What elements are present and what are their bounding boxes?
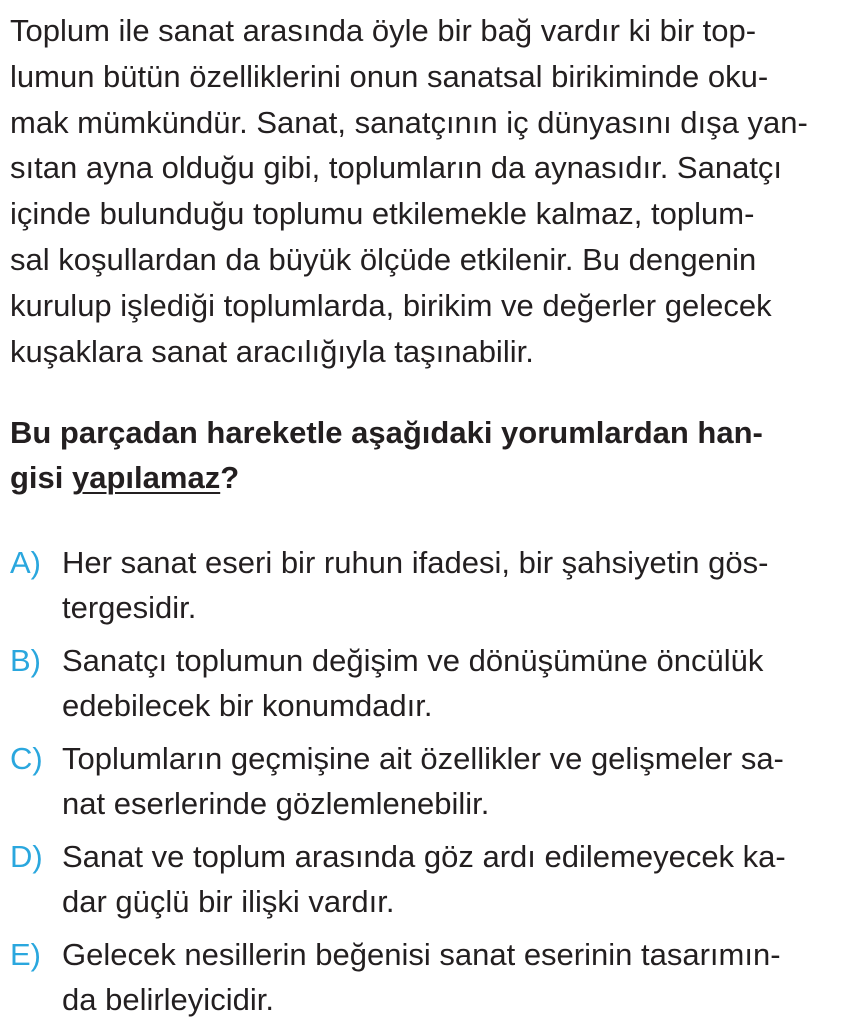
question-page <box>10 8 855 1030</box>
option-text: nat eserlerinde gözlemlenebilir. <box>62 786 490 822</box>
option-text: Her sanat eseri bir ruhun ifadesi, bir şahsiyetin gös- <box>62 545 769 581</box>
answer-options <box>10 540 855 1022</box>
question-line: Bu parçadan hareketle aşağıdaki yorumlardan han- <box>10 415 763 451</box>
question-stem <box>10 410 855 500</box>
option-text: Gelecek nesillerin beğenisi sanat eserinin tasarımın- <box>62 937 781 973</box>
option-text: edebilecek bir konumdadır. <box>62 688 433 724</box>
option-text: Toplumların geçmişine ait özellikler ve gelişmeler sa- <box>62 741 784 777</box>
question-line <box>10 455 855 500</box>
option-c[interactable] <box>10 736 855 826</box>
option-d[interactable] <box>10 834 855 924</box>
question-mark: ? <box>220 460 240 496</box>
option-text: tergesidir. <box>62 590 197 626</box>
passage-line: kuşaklara sanat aracılığıyla taşınabilir. <box>10 333 534 369</box>
option-text: Sanat ve toplum arasında göz ardı edilemeyecek ka- <box>62 839 786 875</box>
passage-line: içinde bulunduğu toplumu etkilemekle kalmaz, toplum- <box>10 196 755 232</box>
passage-line: Toplum ile sanat arasında öyle bir bağ vardır ki bir top- <box>10 13 757 48</box>
question-text: gisi <box>10 460 73 496</box>
question-emphasis: yapılamaz <box>72 460 221 496</box>
passage-line: sal koşullardan da büyük ölçüde etkilenir. Bu dengenin <box>10 241 757 277</box>
option-e[interactable] <box>10 932 855 1022</box>
option-letter: E) <box>10 937 41 973</box>
passage-line: lumun bütün özelliklerini onun sanatsal birikiminde oku- <box>10 58 769 94</box>
option-text: dar güçlü bir ilişki vardır. <box>62 884 395 920</box>
passage-line: kurulup işlediği toplumlarda, birikim ve değerler gelecek <box>10 287 772 323</box>
option-letter: A) <box>10 545 41 581</box>
option-a[interactable] <box>10 540 855 630</box>
passage-line: sıtan ayna olduğu gibi, toplumların da aynasıdır. Sanatçı <box>10 150 783 186</box>
passage-line: mak mümkündür. Sanat, sanatçının iç dünyasını dışa yan- <box>10 104 808 140</box>
option-b[interactable] <box>10 638 855 728</box>
option-letter: B) <box>10 643 41 679</box>
option-text: da belirleyicidir. <box>62 982 274 1018</box>
option-letter: D) <box>10 839 43 875</box>
reading-passage <box>10 8 855 374</box>
option-letter: C) <box>10 741 43 777</box>
option-text: Sanatçı toplumun değişim ve dönüşümüne öncülük <box>62 643 764 679</box>
